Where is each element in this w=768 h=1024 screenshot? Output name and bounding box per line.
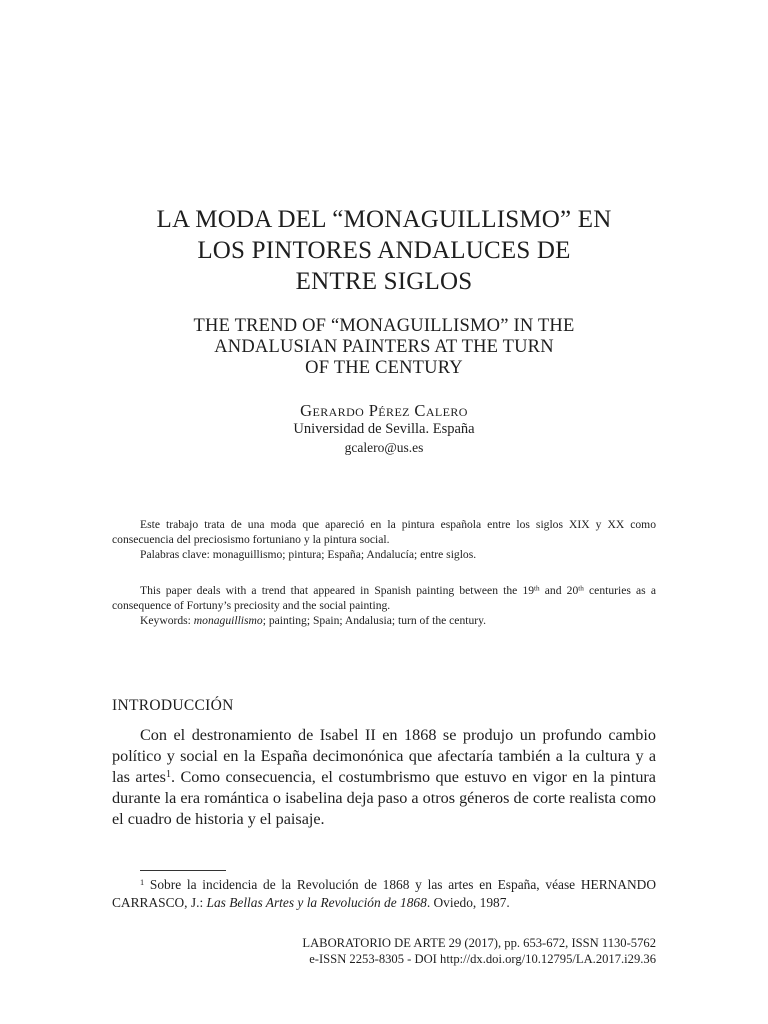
footnote-reference[interactable]: 1 [165, 768, 171, 780]
journal-doi[interactable]: e-ISSN 2253-8305 - DOI http://dx.doi.org/10.12795/LA.2017.i29.36 [309, 952, 656, 966]
title-line: LOS PINTORES ANDALUCES DE [197, 237, 571, 264]
section-heading: INTRODUCCIÓN [112, 697, 234, 714]
keywords-spanish: Palabras clave: monaguillismo; pintura; España; Andalucía; entre siglos. [140, 548, 477, 561]
abstract-english [112, 583, 656, 628]
journal-citation: LABORATORIO DE ARTE 29 (2017), pp. 653-672, ISSN 1130-5762 [302, 936, 656, 950]
abstract-text: This paper deals with a trend that appeared in Spanish painting between the 19th and 20th centuries as a consequence of Fortuny’s preciosity and the social painting. [112, 584, 656, 612]
footnote: $^1$ Sobre la incidencia de la Revolución de 1868 y las artes en España, véase HERNANDO CARRASCO, J.: Las Bellas Artes y la Revolución de 1868. Oviedo, 1987. [112, 877, 656, 910]
author-affiliation: Universidad de Sevilla. España [293, 421, 475, 437]
title-line: ANDALUSIAN PAINTERS AT THE TURN [214, 337, 554, 357]
abstract-text: Este trabajo trata de una moda que apareció en la pintura española entre los siglos XIX y XX como consecuencia del preciosismo fortuniano y la pintura social. [112, 518, 656, 546]
keywords-english: Keywords: monaguillismo; painting; Spain; Andalusia; turn of the century. [140, 614, 487, 627]
author-name: Gerardo Pérez Calero [300, 401, 468, 420]
author-email[interactable]: gcalero@us.es [344, 440, 424, 455]
title-line: LA MODA DEL “MONAGUILLISMO” EN [156, 206, 612, 233]
title-line: OF THE CENTURY [305, 358, 463, 378]
abstract-spanish [112, 517, 656, 562]
title-line: ENTRE SIGLOS [295, 268, 473, 295]
title-line: THE TREND OF “MONAGUILLISMO” IN THE [193, 316, 575, 336]
body-paragraph: Con el destronamiento de Isabel II en 1868 se produjo un profundo cambio político y social en la España decimonónica que afectaría también a la cultura y a las artes$^1$. Como consecuencia, el costumbrismo que estuvo en vigor en la pintura durante la era romántica o isabelina deja paso a otros géneros de corte realista como el cuadro de historia y el paisaje. [112, 726, 656, 828]
title-english [0, 316, 768, 379]
footnote-divider [140, 870, 226, 871]
title-spanish [0, 204, 768, 297]
footnote-number: 1 [140, 877, 145, 887]
journal-footer [302, 935, 656, 967]
